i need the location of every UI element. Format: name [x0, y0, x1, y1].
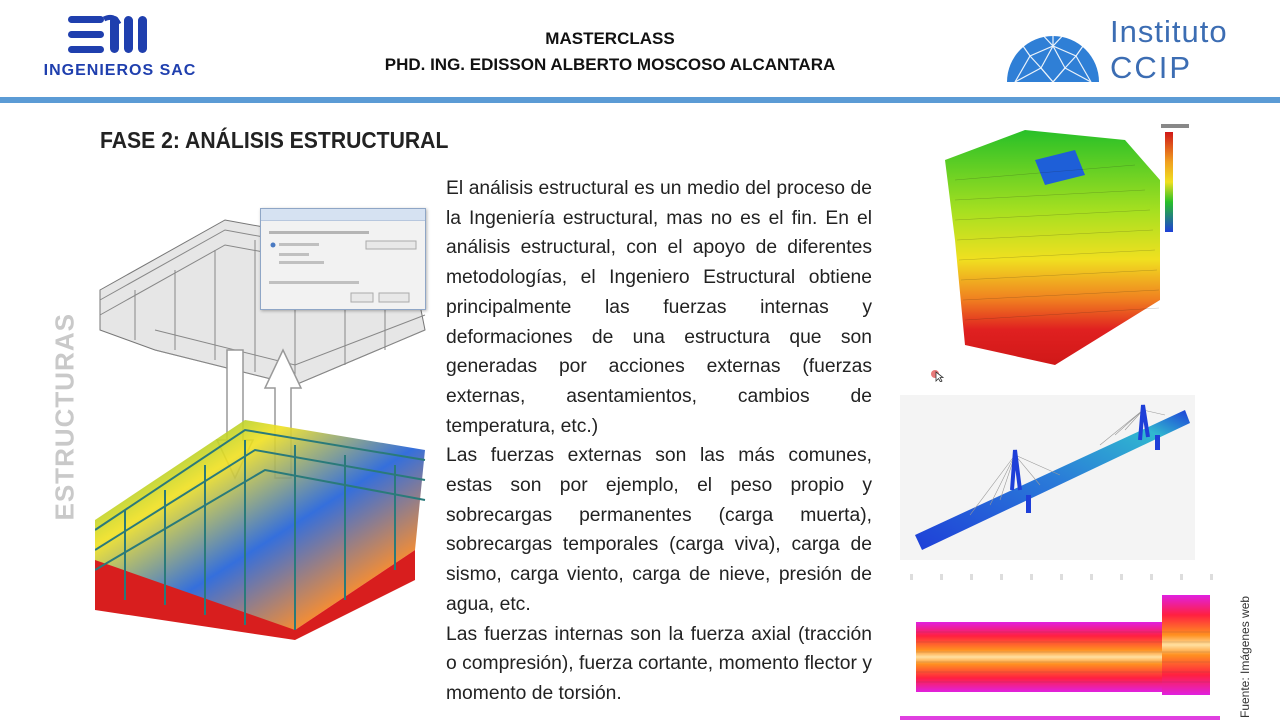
side-label-text: ESTRUCTURAS: [49, 313, 80, 521]
paragraph-3: Las fuerzas internas son la fuerza axial (tracción o compresión), fuerza cortante, momento flector y momento de torsión.: [446, 623, 872, 704]
company-name: INGENIEROS SAC: [43, 62, 197, 79]
source-caption: Fuente: Imágenes web: [1238, 595, 1252, 718]
bridge-deformation-image: [900, 395, 1195, 560]
ingenieros-sac-logo: [30, 12, 210, 92]
header-line-presenter: PHD. ING. EDISSON ALBERTO MOSCOSO ALCANTARA: [384, 55, 836, 74]
slide-header: [0, 0, 1280, 97]
header-divider: [0, 97, 1280, 103]
institute-name-line2: CCIP: [1110, 50, 1193, 85]
header-title: [300, 26, 920, 78]
em-logo-icon: [68, 14, 168, 58]
beam-stress-contour-image: [900, 570, 1220, 720]
dialog-titlebar: [261, 209, 425, 221]
header-line-masterclass: MASTERCLASS: [545, 29, 675, 48]
tower-stress-contour-image: [935, 120, 1195, 370]
instituto-ccip-logo: [1005, 12, 1275, 88]
mouse-pointer-icon: [930, 368, 944, 382]
side-label: [40, 313, 90, 521]
paragraph-1: El análisis estructural es un medio del proceso de la Ingeniería estructural, mas no es el fin. En el análisis estructural, con el apoyo de diferentes metodologías, el Ingeniero Estructural obtiene principalmente las fuerzas internas y deformaciones de una estructura que son generadas por acciones externas (fuerzas externas, asentamientos, cambios de temperatura, etc.): [446, 178, 872, 437]
slide-body-text: [446, 174, 872, 709]
geodesic-dome-icon: [1005, 16, 1101, 84]
software-dialog-screenshot: [260, 208, 426, 310]
institute-name-line1: Instituto: [1110, 14, 1228, 49]
paragraph-2: Las fuerzas externas son las más comunes, estas son por ejemplo, el peso propio y sobrecargas permanentes (carga muerta), sobrecargas temporales (carga viva), carga de sismo, carga viento, carga de nieve, presión de agua, etc.: [446, 445, 872, 615]
slide-title: FASE 2: ANÁLISIS ESTRUCTURAL: [100, 127, 449, 153]
